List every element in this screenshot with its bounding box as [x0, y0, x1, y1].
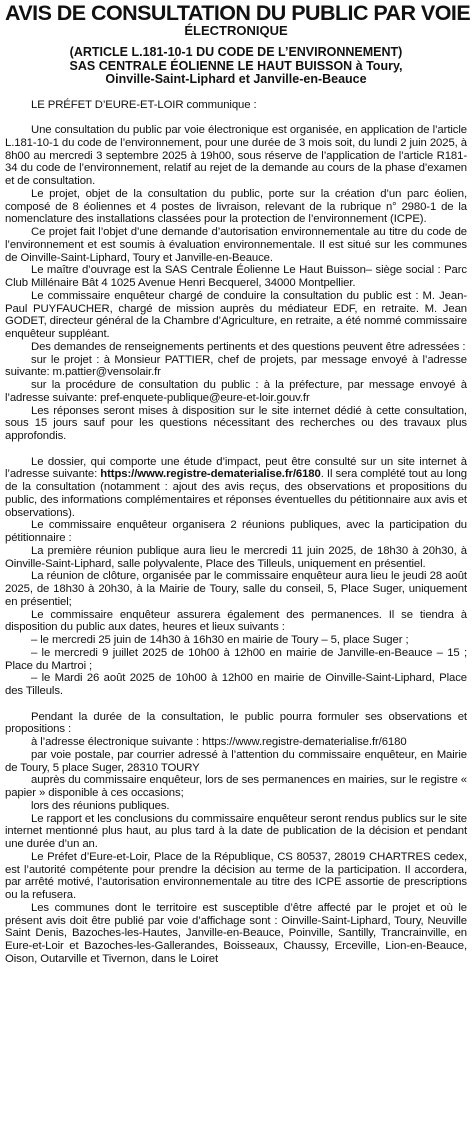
- paragraph-observations: Pendant la durée de la consultation, le public pourra formuler ses observations et propositions :: [5, 710, 467, 736]
- permanence-item-3: – le Mardi 26 août 2025 de 10h00 à 12h00 en mairie de Oinville-Saint-Liphard, Place des Tilleuls.: [5, 672, 467, 698]
- permanence-item-1: – le mercredi 25 juin de 14h30 à 16h30 en mairie de Toury – 5, place Suger ;: [31, 634, 409, 647]
- paragraph-report: Le rapport et les conclusions du commissaire enquêteur seront rendus publics sur le site internet mentionné plus haut, au plus tard à la date de publication de la décision et pendant une durée d’un an.: [5, 812, 467, 851]
- paragraph-project-contact: sur le projet : à Monsieur PATTIER, chef de projets, par message envoyé à l’adresse suivante: m.pattier@vensolair.fr: [5, 353, 467, 379]
- paragraph-authorisation: Ce projet fait l’objet d’une demande d’autorisation environnementale au titre du code de l’environnement et est soumis à évaluation environnementale. Il est situé sur les communes de Oinville-Saint-Liphard, Toury et Janville-en-Beauce.: [5, 226, 467, 264]
- article-line-2: SAS CENTRALE ÉOLIENNE LE HAUT BUISSON à Toury,: [69, 58, 403, 73]
- paragraph-public-meetings: Le commissaire enquêteur organisera 2 réunions publiques, avec la participation du pétitionnaire :: [5, 519, 467, 545]
- paragraph-answers: Les réponses seront mises à disposition sur le site internet dédié à cette consultation, sous 15 jours sauf pour les questions nécessitant des recherches ou des travaux plus approfondis.: [5, 404, 467, 443]
- paragraph-first-meeting: La première réunion publique aura lieu le mercredi 11 juin 2025, de 18h30 à 20h30, à Oinville-Saint-Liphard, salle polyvalente, Place des Tilleuls, uniquement en présentiel.: [5, 544, 467, 570]
- permanence-item-2: – le mercredi 9 juillet 2025 de 10h00 à 12h00 en mairie de Janville-en-Beauce – 15 ; Place du Martroi ;: [5, 646, 467, 672]
- notice-body: [5, 99, 467, 966]
- observation-meetings: lors des réunions publiques.: [31, 799, 170, 812]
- registry-link[interactable]: https://www.registre-dematerialise.fr/6180: [100, 468, 321, 481]
- notice-subtitle: ÉLECTRONIQUE: [184, 23, 288, 38]
- dossier-text-a: Le dossier, qui comporte une étude d’impact, peut être consulté sur un site internet à l’adresse suivante:: [5, 455, 467, 481]
- paragraph-permanences: Le commissaire enquêteur assurera également des permanences. Il se tiendra à disposition du public aux dates, heures et lieux suivants :: [5, 608, 467, 634]
- paragraph-commissioner: Le commissaire enquêteur chargé de conduire la consultation du public est : M. Jean-Paul PUYFAUCHER, chargé de mission auprès du médiateur EDF, en retraite. M. Jean GODET, directeur général de la Chambre d’Agriculture, en retraite, a été nommé commissaire enquêteur suppléant.: [5, 289, 467, 341]
- paragraph-project-owner: Le maître d’ouvrage est la SAS Centrale Éolienne Le Haut Buisson– siège social : Parc Club Millénaire Bât 4 1025 Avenue Henri Becquerel, 34000 Montpellier.: [5, 264, 467, 290]
- paragraph-project-object: Le projet, objet de la consultation du public, porte sur la création d’un parc éolien, composé de 8 éoliennes et 4 postes de livraison, relevant de la rubrique n° 2980-1 de la nomenclature des installations classées pour la protection de l’environnement (ICPE).: [5, 187, 467, 226]
- observation-electronic: à l’adresse électronique suivante : https://www.registre-dematerialise.fr/6180: [31, 736, 407, 749]
- dossier-text-b: . Il sera complété tout au long de la consultation (notamment : ajout des avis reçus, des observations et propositions du public, des informations complémentaires et réponses éventuelles du pétitionnaire aux avis et observations).: [5, 468, 467, 519]
- paragraph-authority: Le Préfet d’Eure-et-Loir, Place de la République, CS 80537, 28019 CHARTRES cedex, est l’autorité compétente pour prendre la décision au terme de la participation. Il accordera, par arrêté motivé, l’autorisation environnementale au titre des ICPE assortie de prescriptions ou la refusera.: [5, 850, 467, 902]
- paragraph-dossier: [5, 456, 467, 520]
- paragraph-closing-meeting: La réunion de clôture, organisée par le commissaire enquêteur aura lieu le jeudi 28 août 2025, de 18h30 à 20h30, à la Mairie de Toury, salle du conseil, 5, Place Suger, uniquement en présentiel;: [5, 570, 467, 608]
- paragraph-procedure-contact: sur la procédure de consultation du public : à la préfecture, par message envoyé à l’adresse suivante: pref-enquete-publique@eure-et-loir.gouv.fr: [5, 379, 467, 404]
- observation-postal: par voie postale, par courrier adressé à l’attention du commissaire enquêteur, en Mairie de Toury, 5 place Suger, 28310 TOURY: [5, 748, 467, 774]
- paragraph-questions: Des demandes de renseignements pertinents et des questions peuvent être adressées :: [31, 340, 466, 353]
- observation-commissioner: auprès du commissaire enquêteur, lors de ses permanences en mairies, sur le registre « papier » disponible à ces occasions;: [5, 774, 467, 800]
- paragraph-communes: Les communes dont le territoire est susceptible d’être affecté par le projet et où le présent avis doit être publié par voie d’affichage sont : Oinville-Saint-Liphard, Toury, Neuville Saint Denis, Bazoches-les-Hautes, Janville-en-Beauce, Poinville, Santilly, Trancrainville, en Eure-et-Loir et Bazoches-les-Gallerandes, Boisseaux, Chaussy, Erceville, Lion-en-Beauce, Oison, Outarville et Tivernon, dans le Loiret: [5, 901, 467, 965]
- article-line-1: (ARTICLE L.181-10-1 DU CODE DE L’ENVIRONNEMENT): [69, 45, 403, 59]
- article-line-3: Oinville-Saint-Liphard et Janville-en-Beauce: [105, 72, 367, 87]
- paragraph-consultation-dates: Une consultation du public par voie électronique est organisée, en application de l’article L.181-10-1 du code de l’environnement, pour une durée de 3 mois soit, du lundi 2 juin 2025, à 8h00 au mercredi 3 septembre 2025 à 19h00, sous réserve de l’application de l’article R181-34 du code de l’environnement, relatif au rejet de la demande au cours de la phase d’examen et de consultation.: [5, 124, 467, 188]
- prefect-intro: LE PRÉFET D’EURE-ET-LOIR communique :: [31, 98, 257, 111]
- notice-title: AVIS DE CONSULTATION DU PUBLIC PAR VOIE: [5, 1, 471, 25]
- article-reference: [5, 46, 467, 87]
